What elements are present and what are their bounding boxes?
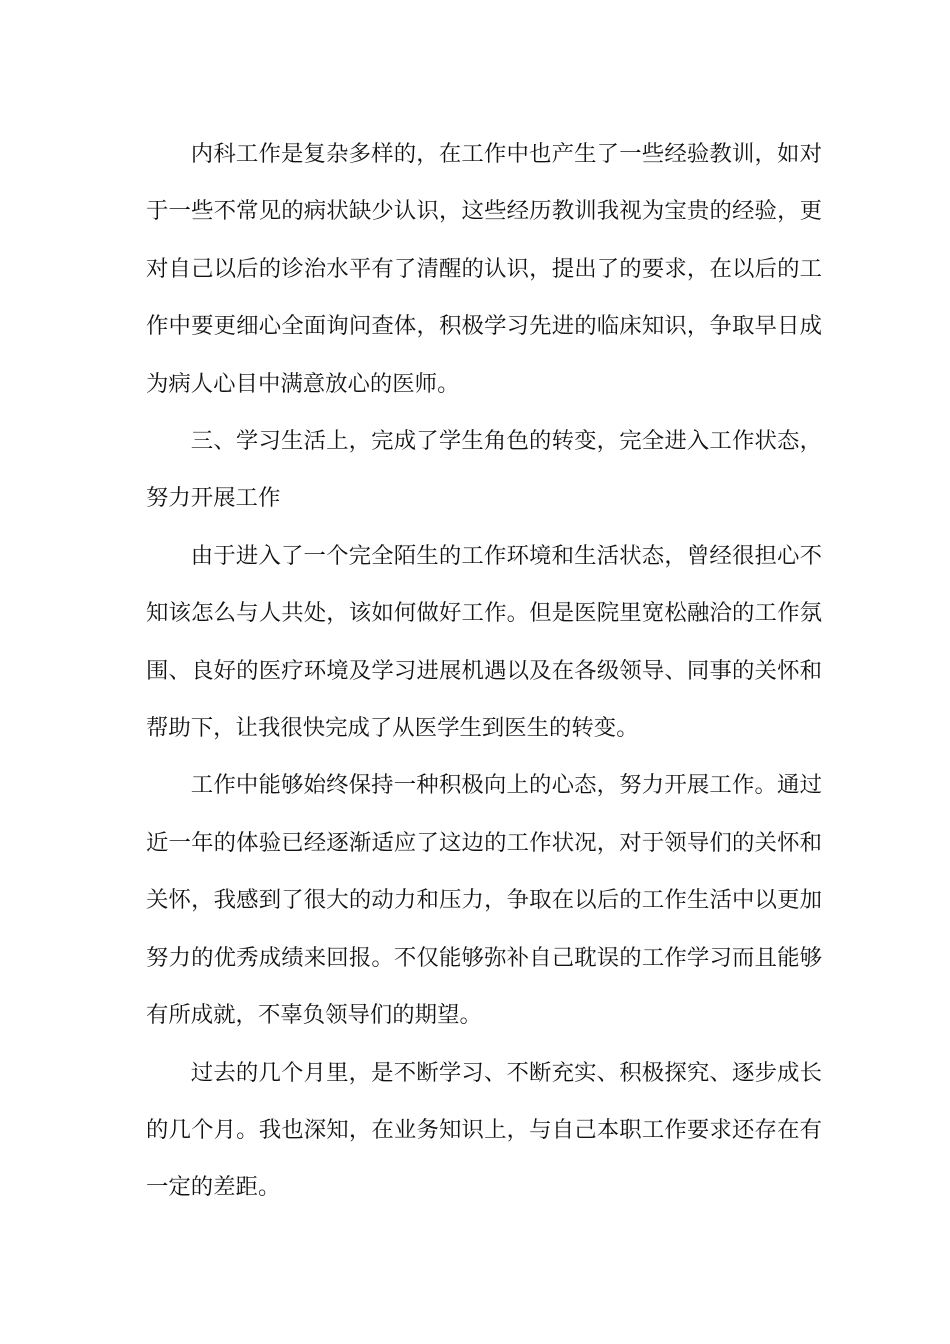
paragraph-internal-medicine-lessons: 内科工作是复杂多样的，在工作中也产生了一些经验教训，如对于一些不常见的病状缺少认识，这些经历教训我视为宝贵的经验，更对自己以后的诊治水平有了清醒的认识，提出了的要求，在以后的工作中要更细心全面询问查体，积极学习先进的临床知识，争取早日成为病人心目中满意放心的医师。 xyxy=(146,141,822,397)
paragraph-section-three-heading: 三、学习生活上，完成了学生角色的转变，完全进入工作状态，努力开展工作 xyxy=(146,428,822,512)
paragraph-new-environment: 由于进入了一个完全陌生的工作环境和生活状态，曾经很担心不知该怎么与人共处，该如何做好工作。但是医院里宽松融洽的工作氛围、良好的医疗环境及学习进展机遇以及在各级领导、同事的关怀和帮助下，让我很快完成了从医学生到医生的转变。 xyxy=(146,542,822,742)
paragraph-past-months: 过去的几个月里，是不断学习、不断充实、积极探究、逐步成长的几个月。我也深知，在业务知识上，与自己本职工作要求还存在有一定的差距。 xyxy=(146,1059,822,1201)
paragraph-positive-attitude: 工作中能够始终保持一种积极向上的心态，努力开展工作。通过近一年的体验已经逐渐适应了这边的工作状况，对于领导们的关怀和关怀，我感到了很大的动力和压力，争取在以后的工作生活中以更加努力的优秀成绩来回报。不仅能够弥补自己耽误的工作学习而且能够有所成就，不辜负领导们的期望。 xyxy=(146,772,822,1029)
document-body xyxy=(146,126,822,1217)
